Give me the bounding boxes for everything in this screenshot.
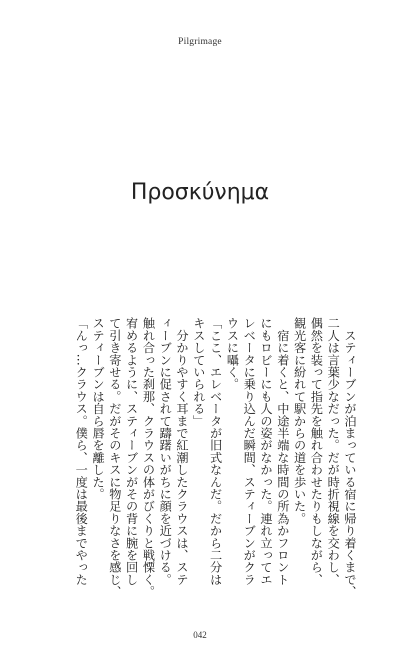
text-line: 触れ合った刹那、クラウスの体がびくりと戦慄く。: [141, 317, 156, 598]
chapter-title: Προσκύνημα: [130, 180, 270, 205]
text-line: レベータに乗り込んだ瞬間、スティーブンがクラ: [242, 317, 257, 586]
text-line: 分かりやすく耳まで紅潮したクラウスは、ステ: [175, 317, 190, 586]
text-line: にもロビーにも人の姿がなかった。連れ立ってエ: [259, 317, 274, 586]
text-line: 二人は言葉少なだった。だが時折視線を交わし、: [326, 317, 341, 586]
text-line: 「ここ、エレベータが旧式なんだ。だから二分は: [208, 317, 223, 586]
text-line: ィーブンに促されて躊躇いがちに顔を近づける。: [158, 317, 173, 586]
text-line: て引き寄せる。だがそのキスに物足りなさを感じ、: [107, 317, 122, 598]
text-line: ウスに囁く。: [225, 317, 240, 391]
text-line: 観光客に紛れて駅からの道を歩いた。: [292, 317, 307, 525]
text-line: 「んっ…クラウス。僕ら、一度は最後までやった: [74, 317, 89, 586]
text-line: 宿に着くと、中途半端な時間の所為かフロント: [275, 317, 290, 586]
text-line: 偶然を装って指先を触れ合わせたりもしながら、: [309, 317, 324, 586]
body-text: [36, 317, 358, 602]
text-line: 宥めるように、スティーブンがその背に腕を回し: [124, 317, 139, 586]
running-header: Pilgrimage: [178, 37, 222, 47]
text-line: キスしていられる」: [191, 317, 206, 427]
page-number: 042: [193, 630, 207, 640]
text-line: スティーブンが泊まっている宿に帰り着くまで、: [343, 317, 357, 598]
text-line: スティーブンは自ら唇を離した。: [91, 317, 106, 500]
